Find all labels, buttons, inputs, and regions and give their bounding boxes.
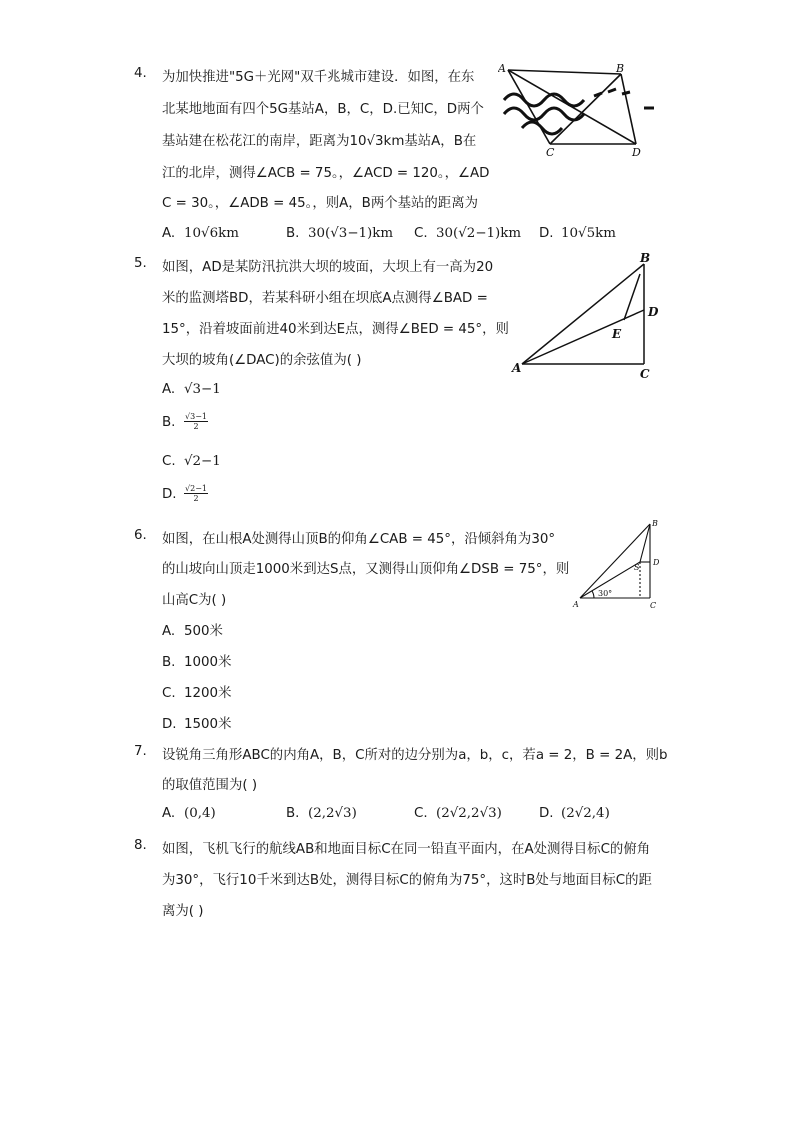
question-number: 7.	[134, 744, 147, 759]
figure-label: C	[640, 367, 650, 381]
question-line: 离为( )	[162, 904, 204, 919]
figure-label: 30°	[598, 589, 613, 598]
figure-label: A	[573, 600, 579, 609]
option-a[interactable]: A. (0,4)	[162, 806, 216, 821]
question-line: 如图，在山根A处测得山顶B的仰角∠CAB = 45°，沿倾斜角为30°	[162, 532, 556, 547]
question-number: 8.	[134, 838, 147, 853]
option-c[interactable]: C. (2√2,2√3)	[414, 806, 502, 821]
question-number: 6.	[134, 528, 147, 543]
option-c[interactable]: C. √2−1	[162, 454, 221, 469]
question-number: 5.	[134, 256, 147, 271]
figure-q5-dam-diagram	[508, 250, 668, 382]
figure-label: B	[640, 251, 651, 265]
question-line: 的取值范围为( )	[162, 778, 258, 793]
figure-label: E	[612, 327, 622, 341]
option-a[interactable]: A. 10√6km	[162, 226, 239, 241]
option-b[interactable]: B. (2,2√3)	[286, 806, 357, 821]
figure-label: D	[648, 305, 659, 319]
question-line: 如图，AD是某防汛抗洪大坝的坡面，大坝上有一高为20	[162, 260, 494, 275]
figure-q4-river-diagram	[498, 62, 662, 162]
question-line: 北某地地面有四个5G基站A，B，C，D.已知C，D两个	[162, 102, 484, 117]
option-d[interactable]: D. $\frac{√2-1}{2}$	[162, 484, 207, 503]
figure-label: C	[546, 146, 555, 159]
question-line: 基站建在松花江的南岸，距离为10√3km基站A，B在	[162, 134, 477, 149]
question-line: 米的监测塔BD，若某科研小组在坝底A点测得∠BAD =	[162, 291, 488, 306]
question-line: 大坝的坡角(∠DAC)的余弦值为( )	[162, 353, 362, 368]
figure-label: D	[632, 146, 641, 159]
figure-label: D	[653, 558, 660, 567]
question-7	[134, 744, 674, 824]
question-number: 4.	[134, 66, 147, 81]
question-8	[134, 838, 674, 918]
option-d[interactable]: D. 10√5km	[539, 226, 616, 241]
question-line: 15°，沿着坡面前进40米到达E点，测得∠BED = 45°，则	[162, 322, 509, 337]
question-line: C = 30。，∠ADB = 45。，则A，B两个基站的距离为	[162, 196, 478, 211]
option-b[interactable]: B. $\frac{√3-1}{2}$	[162, 412, 207, 431]
figure-label: B	[652, 519, 658, 528]
question-line: 为加快推进"5G＋光网"双千兆城市建设．如图，在东	[162, 70, 475, 85]
question-line: 的山坡向山顶走1000米到达S点，又测得山顶仰角∠DSB = 75°，则	[162, 562, 570, 577]
question-line: 江的北岸，测得∠ACB = 75。，∠ACD = 120。，∠AD	[162, 166, 490, 181]
figure-label: B	[616, 62, 625, 75]
option-d[interactable]: D. 1500米	[162, 717, 232, 732]
question-line: 山高C为( )	[162, 593, 227, 608]
question-line: 为30°，飞行10千米到达B处，测得目标C的俯角为75°，这时B处与地面目标C的距	[162, 873, 652, 888]
option-c[interactable]: C. 30(√2−1)km	[414, 226, 522, 241]
option-a[interactable]: A. 500米	[162, 624, 223, 639]
figure-label: S	[634, 563, 640, 572]
figure-label: C	[650, 601, 657, 610]
figure-label: A	[498, 62, 506, 75]
option-b[interactable]: B. 30(√3−1)km	[286, 226, 394, 241]
question-line: 设锐角三角形ABC的内角A，B，C所对的边分别为a，b，c，若a = 2，B = 2A，则b	[162, 748, 668, 763]
option-c[interactable]: C. 1200米	[162, 686, 232, 701]
option-d[interactable]: D. (2√2,4)	[539, 806, 610, 821]
question-line: 如图，飞机飞行的航线AB和地面目标C在同一铅直平面内，在A处测得目标C的俯角	[162, 842, 651, 857]
figure-q6-mountain-diagram	[570, 516, 666, 612]
option-a[interactable]: A. √3−1	[162, 382, 221, 397]
figure-label: A	[512, 361, 522, 375]
option-b[interactable]: B. 1000米	[162, 655, 232, 670]
